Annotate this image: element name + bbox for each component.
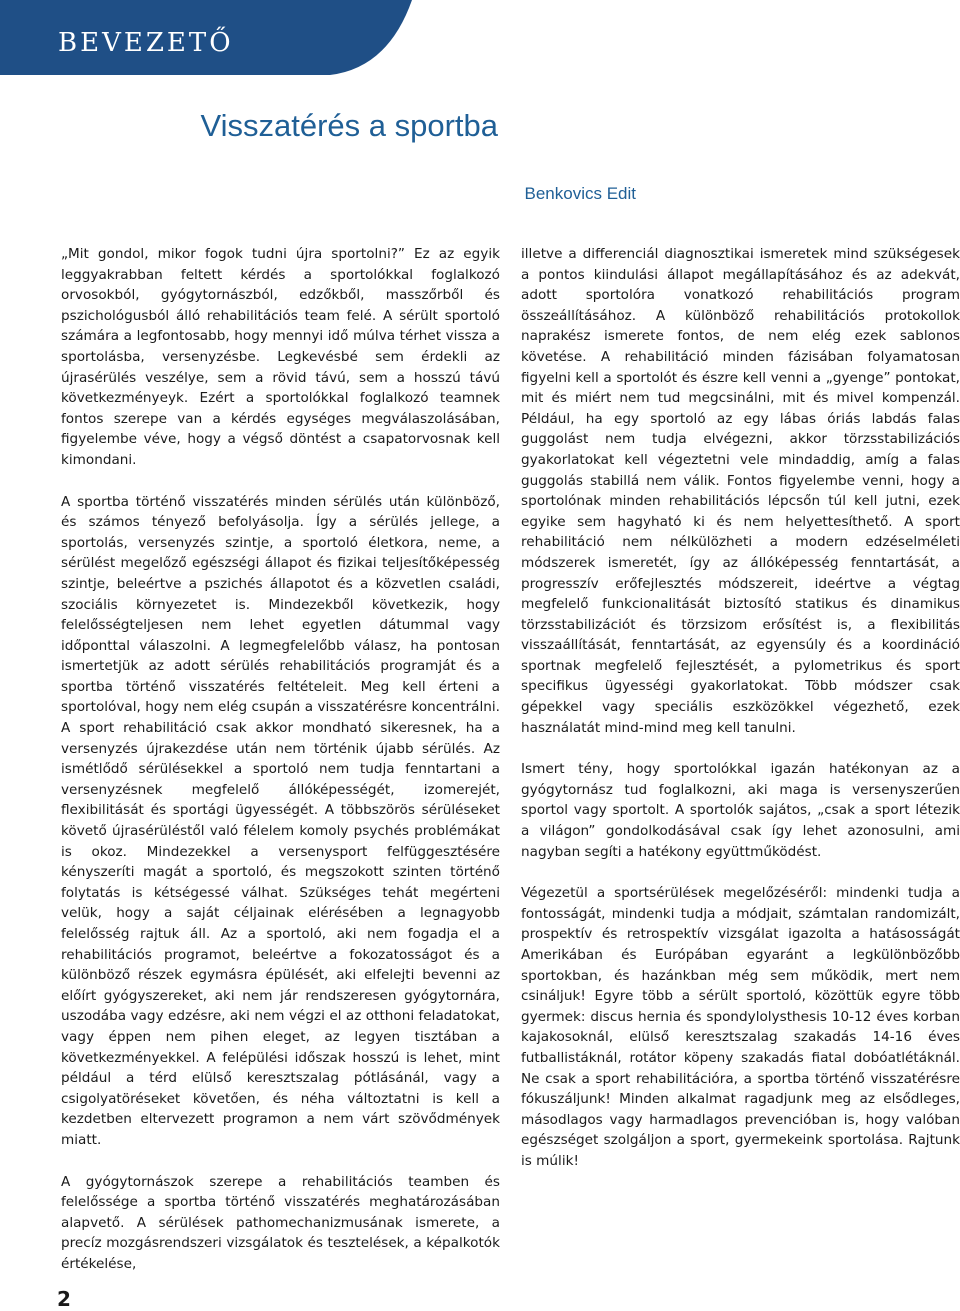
paragraph: Végezetül a sportsérülések megelőzéséről: mindenki tudja a fontosságát, mindenki tudja a módjait, számtalan randomizált, prospektív és retrospektív vizsgálat igazolta a hatásosságát Amerikában és Európában egyaránt a legkülönbözőbb sportokban, és hazánkban még sem működik, mert nem csináljuk! Egyre több a sérült sportoló, közöttük egyre több gyermek: discus hernia és spondylolysthesis 10-12 éves korban kajakosoknál, elülső keresztszalag szakadás 14-16 éves futballistáknál, rotátor köpeny szakadás fiatal dobóatlétáknál. Ne csak a sport rehabilitációra, a sportba történő visszatérésre fókuszáljunk! Minden alkalmat ragadjunk meg az elsődleges, másodlagos vagy harmadlagos prevencióban is, hogy valóban egészséget szolgáljon a sport, gyermekeink sportolása. Rajtunk is múlik!	[521, 885, 960, 1169]
paragraph: „Mit gondol, mikor fogok tudni újra sportolni?” Ez az egyik leggyakrabban feltett kérdés a sportolókkal foglalkozó orvosokból, gyógytornászból, edzőkből, masszőrből és pszichológusból álló rehabilitációs team felé. A sérült sportoló számára a legfontosabb, hogy mennyi idő múlva térhet vissza a sportolásba, versenyzésbe. Legkevésbé sem érdekli az újrasérülés veszélye, sem a rövid távú, sem a hosszú távú következményeyk. Ezért a sportolókkal foglalkozó teamnek fontos szerepe van a kérdés egységes megválaszolásában, figyelembe véve, hogy a végső döntést a csapatorvosnak kell kimondani.	[61, 246, 500, 468]
page-number: 2	[57, 1287, 71, 1311]
article-title: Visszatérés a sportba	[200, 108, 498, 143]
article-author: Benkovics Edit	[524, 184, 636, 203]
section-label: BEVEZETŐ	[58, 28, 234, 58]
left-column	[61, 244, 500, 1296]
paragraph: A gyógytornászok szerepe a rehabilitációs teamben és felelőssége a sportba történő visszatérés meghatározásában alapvető. A sérülések pathomechanizmusának ismerete, a precíz mozgásrendszeri vizsgálatok és tesztelések, a képalkotók értékelése,	[61, 1173, 500, 1272]
paragraph: illetve a differenciál diagnosztikai ismeretek mind szükségesek a pontos kiindulási állapot megállapításához és az adekvát, adott sportolóra vonatkozó rehabilitációs program összeállításához. A különböző rehabilitációs protokollok naprakész ismerete fontos, de nem elég ezek sablonos követése. A rehabilitáció minden fázisában folyamatosan figyelni kell a sportolót és észre kell venni a „gyenge” pontokat, mit és miért nem tud megcsinálni, mit és mivel kompenzál. Például, ha egy sportoló az egy lábas óriás labdás falas guggolást nem tudja elvégezni, akkor törzsstabilizációs gyakorlatokat kell végeztetni vele mindaddig, amíg a falas guggolás stabillá nem válik. Fontos figyelembe venni, hogy a sportolónak minden rehabilitációs lépcsőn túl kell jutni, ezek egyike sem hagyható ki és nem helyettesíthető. A sport rehabilitáció nem nélkülözheti a modern edzéselméleti módszerek ismeretét, így az állóképesség fenntartását, a progresszív erőfejlesztés módszereit, ideértve a végtag megfelelő funkcionalitását biztosító statikus és dinamikus törzsstabilizációt és törzsizom erősítést is, a flexibilitás visszaállítását, fenntartását, az egyensúly és a koordináció sportnak megfelelő fejlesztését, a pylometrikus és sport specifikus ügyességi gyakorlatokat. Több módszer csak gépekkel vagy speciális eszközökkel végezhető, ezek használatát mind-mind meg kell tanulni.	[521, 246, 960, 736]
right-column	[521, 244, 960, 1193]
section-banner	[0, 0, 960, 75]
paragraph: Ismert tény, hogy sportolókkal igazán hatékonyan az a gyógytornász tud foglalkozni, aki maga is versenyszerűen sportol vagy sportolt. A sportolók sajátos, „csak a sport létezik a világon” gondolkodásával csak így lehet azonosulni, ami nagyban segíti a hatékony együttműködést.	[521, 761, 960, 860]
paragraph: A sportba történő visszatérés minden sérülés után különböző, és számos tényező befolyásolja. Így a sérülés jellege, a sportolás, versenyzés szintje, a sportoló életkora, neme, a sérülést megelőző egészségi állapot és fizikai teljesítőképesség szintje, beleértve a pszichés állapotot és a közvetlen családi, szociális környezetet is. Mindezekből következik, hogy felelősségteljesen nem lehet egyetlen dátummal vagy időponttal válaszolni. A legmegfelelőbb válasz, ha pontosan ismertetjük az adott sérülés rehabilitációs programját és a sportba történő visszatérés feltételeit. Meg kell érteni a sportolóval, hogy nem elég csupán a visszatérésre koncentrálni. A sport rehabilitáció csak akkor mondható sikeresnek, ha a versenyzés újrakezdése után nem történik újabb sérülés. Az ismétlődő sérülésekkel a sportoló nem tudja fenntartani a versenyzésnek megfelelő állóképességét, izomerejét, flexibilitását és sportági ügyességét. A többszörös sérüléseket követő újrasérüléstől való félelem komoly psychés problémákat is okoz. Mindezekkel a versenysport felfüggesztésére kényszeríti magát a sportoló, és megszokott szinten történő folytatás is kétségessé válhat. Szükséges tehát megérteni velük, hogy a saját céljainak elérésében a legnagyobb felelősség rajtuk áll. Az a sportoló, aki nem fogadja el a rehabilitációs programot, beleértve a fokozatosságot és a különböző részek egymásra épülését, aki elfelejti bevenni az előírt gyógyszereket, aki nem jár rendszeresen gyógytornára, uszodába vagy edzésre, aki nem végzi el az otthoni feladatokat, vagy éppen nem pihen eleget, az legyen tisztában a következményekkel. A felépülési időszak hosszú is lehet, mint például a térd elülső keresztszalag pótlásánál, vagy a csigolyatöréseket követően, és néha változtatni is kell a kezdetben eltervezett programon a nem várt szövődmények miatt.	[61, 493, 500, 1148]
